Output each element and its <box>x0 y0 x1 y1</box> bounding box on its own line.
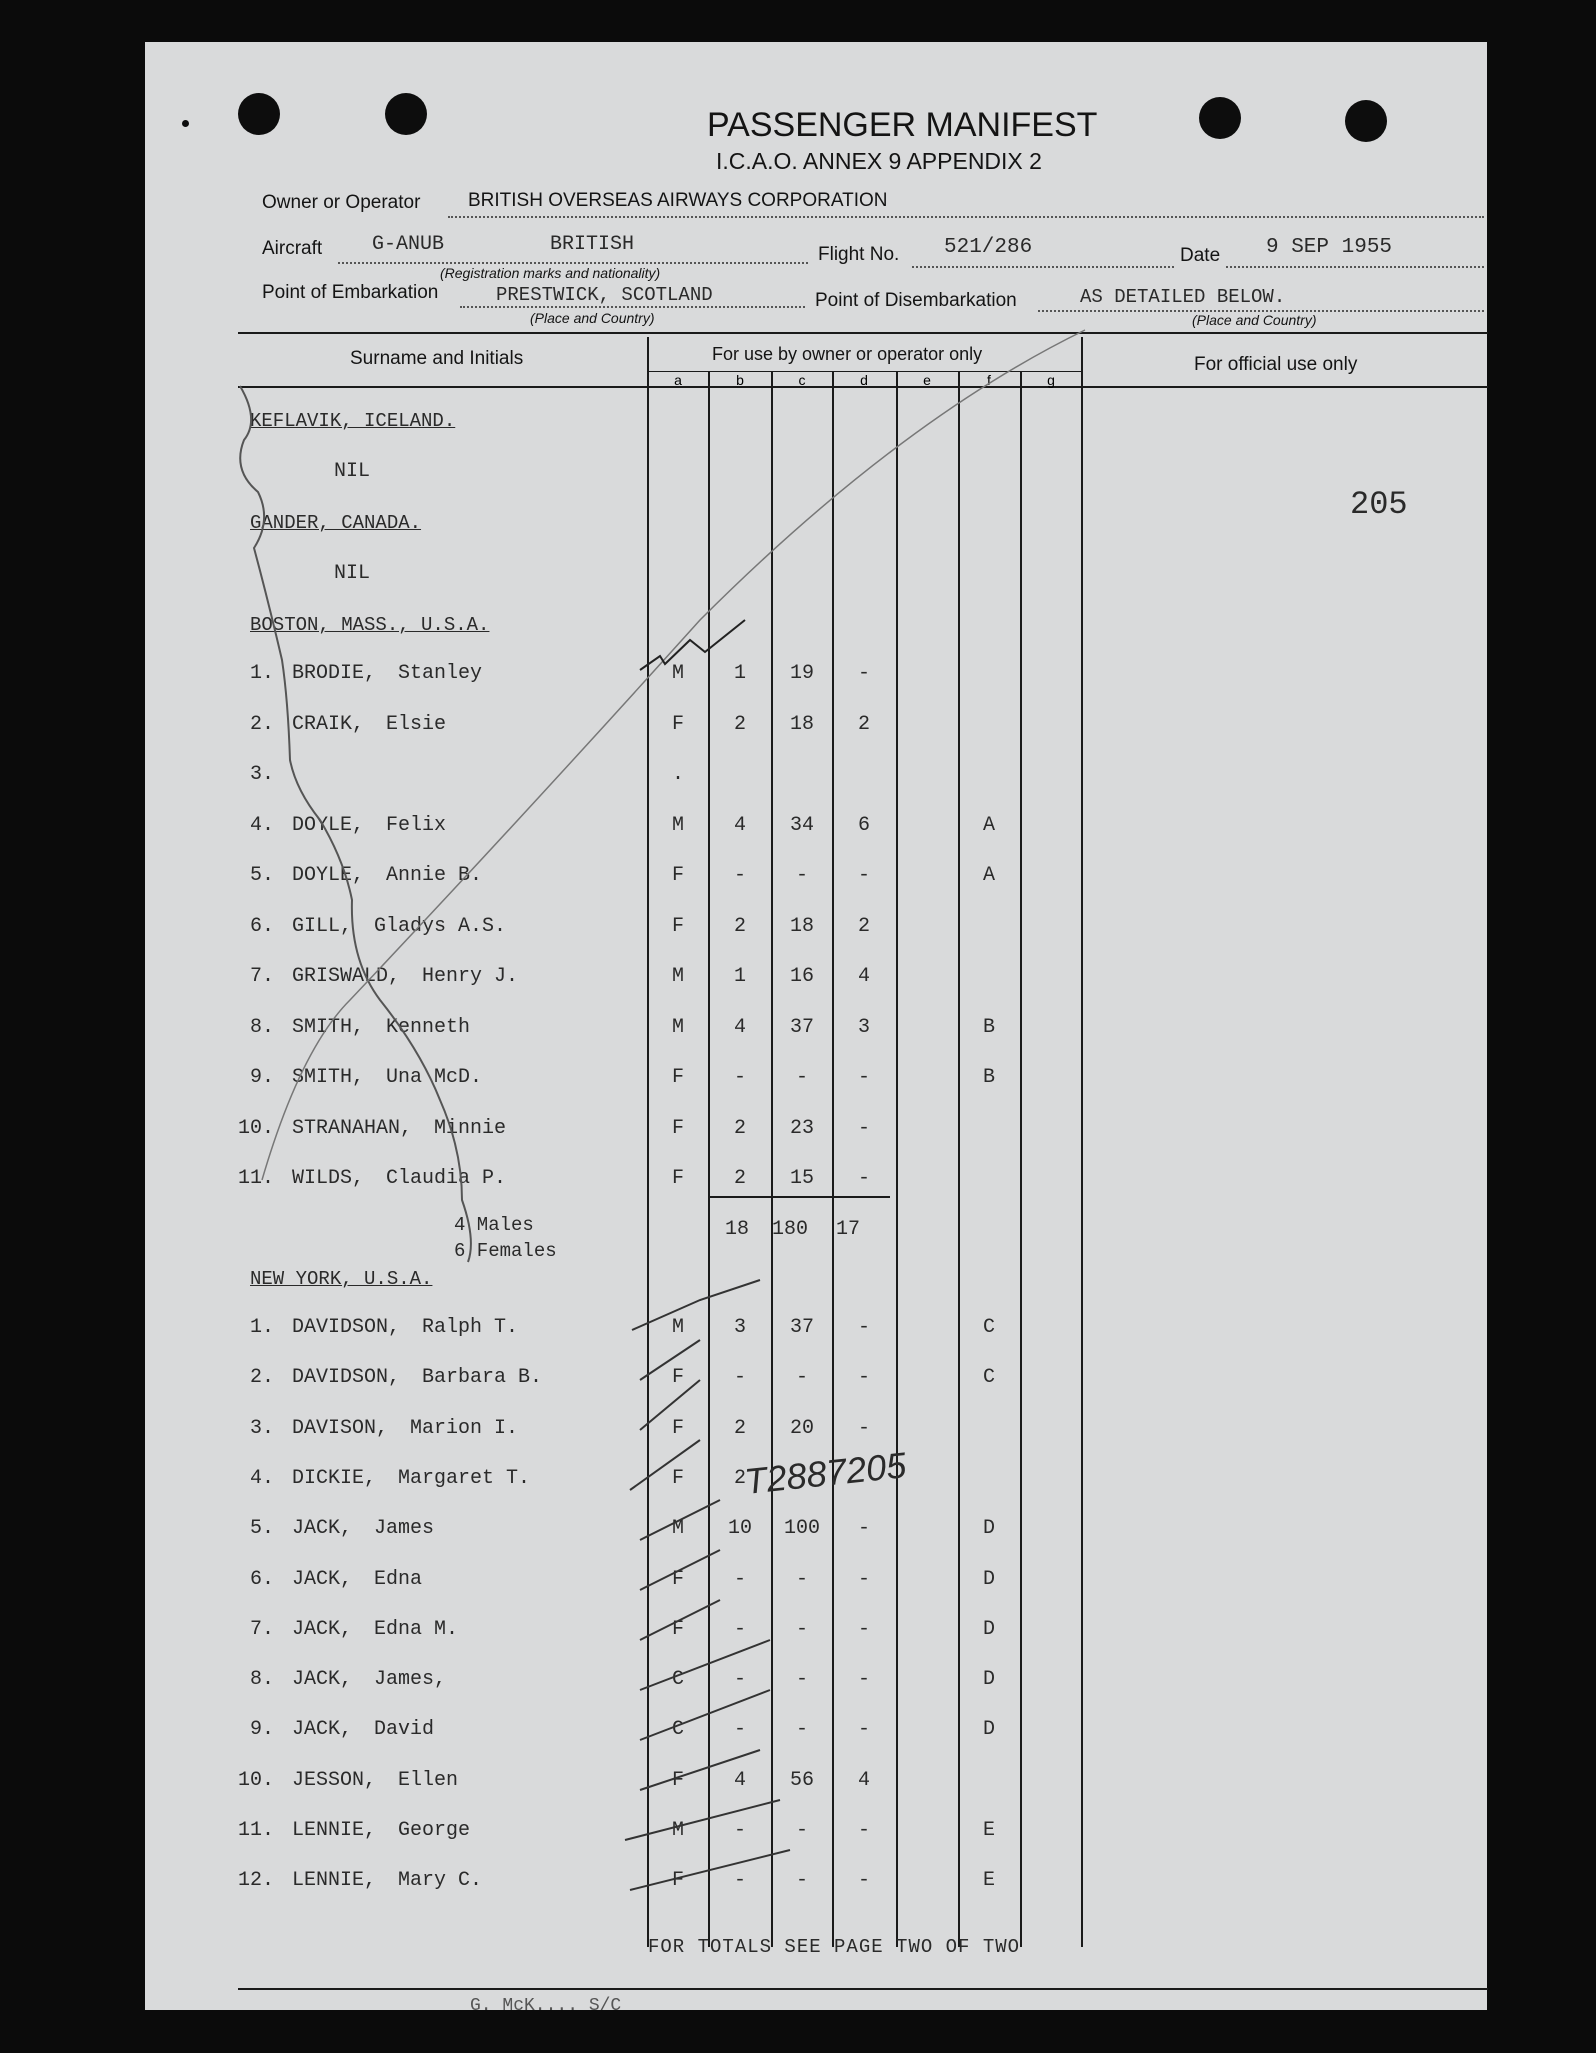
cell-b: 2 <box>733 712 746 736</box>
flight-number: 521/286 <box>944 236 1033 259</box>
cell-b: 1 <box>733 965 746 988</box>
passenger-given-name: Felix <box>386 813 447 837</box>
passenger-surname: LENNIE, <box>292 1819 377 1842</box>
official-use-header: For official use only <box>1194 354 1358 375</box>
cell-d: 3 <box>857 1015 870 1039</box>
cell-a: C <box>671 1668 684 1692</box>
cell-a: F <box>671 1366 684 1390</box>
cell-f: D <box>982 1668 995 1692</box>
column-divider <box>708 372 710 1947</box>
punch-hole <box>385 93 427 135</box>
cell-b: - <box>733 1819 746 1842</box>
passenger-given-name: Mary C. <box>398 1869 483 1893</box>
passenger-given-name: Kenneth <box>386 1015 471 1039</box>
bottom-signature-partial: G. McK.... S/C <box>470 1996 622 2016</box>
cell-b: - <box>733 1066 746 1089</box>
aircraft-dotted-line <box>338 262 808 264</box>
passenger-given-name: Elsie <box>386 712 447 736</box>
passenger-surname: LENNIE, <box>292 1869 377 1893</box>
bottom-rule <box>238 1988 1488 1990</box>
name-column-header: Surname and Initials <box>350 348 524 369</box>
cell-f: B <box>982 1015 995 1039</box>
cell-d: - <box>857 1416 870 1440</box>
cell-b: - <box>733 1869 746 1893</box>
punch-hole <box>238 93 280 135</box>
passenger-surname: BRODIE, <box>292 662 377 685</box>
cell-c: - <box>795 1617 808 1641</box>
passenger-surname: DAVIDSON, <box>292 1316 401 1339</box>
row-number: 8. <box>250 1015 275 1039</box>
passenger-given-name: Barbara B. <box>422 1366 543 1390</box>
row-number: 8. <box>250 1668 275 1692</box>
cell-a: M <box>671 1316 684 1339</box>
cell-a: F <box>671 712 684 736</box>
row-number: 5. <box>250 1517 275 1541</box>
passenger-surname: JESSON, <box>292 1768 377 1792</box>
cell-b: 2 <box>733 1116 746 1140</box>
cell-b: - <box>733 1567 746 1591</box>
cell-d: - <box>857 1517 870 1541</box>
cell-b: 2 <box>733 914 746 938</box>
cell-f: E <box>982 1869 995 1893</box>
column-divider <box>771 372 773 1947</box>
cell-c: - <box>795 1066 808 1089</box>
section-title-boston: BOSTON, MASS., U.S.A. <box>250 614 490 636</box>
subcolumn-d: d <box>860 372 868 388</box>
disembarkation-note: (Place and Country) <box>1192 312 1317 328</box>
passenger-given-name: Marion I. <box>410 1416 519 1440</box>
cell-d: - <box>857 864 870 887</box>
passenger-surname: GRISWALD, <box>292 965 401 988</box>
cell-a: M <box>671 965 684 988</box>
row-number: 6. <box>250 914 275 938</box>
passenger-given-name: Claudia P. <box>386 1167 507 1190</box>
cell-d: 4 <box>857 965 870 988</box>
cell-a: M <box>671 1015 684 1039</box>
cell-b: 2 <box>733 1466 746 1490</box>
section-title-keflavik: KEFLAVIK, ICELAND. <box>250 410 456 432</box>
cell-c: - <box>795 1567 808 1591</box>
cell-d: - <box>857 1316 870 1339</box>
cell-c: - <box>795 1718 808 1742</box>
date-label: Date <box>1180 245 1221 266</box>
cell-b: 2 <box>733 1416 746 1440</box>
subcolumn-a: a <box>674 372 682 388</box>
cell-d: - <box>857 1567 870 1591</box>
cell-f: B <box>982 1066 995 1089</box>
cell-d: 6 <box>857 813 870 837</box>
totals-d: 17 <box>836 1218 861 1241</box>
cell-f: D <box>982 1617 995 1641</box>
punch-hole <box>1199 97 1241 139</box>
cell-a: F <box>671 1466 684 1490</box>
cell-b: 4 <box>733 813 746 837</box>
cell-f: A <box>982 813 995 837</box>
cell-b: - <box>733 1718 746 1742</box>
totals-rule <box>710 1196 890 1198</box>
column-divider <box>958 372 960 1947</box>
cell-d: - <box>857 1116 870 1140</box>
cell-d: - <box>857 662 870 685</box>
section-title-newyork: NEW YORK, U.S.A. <box>250 1268 433 1290</box>
cell-c: 18 <box>789 914 814 938</box>
dust-speck <box>182 120 189 127</box>
cell-f: D <box>982 1718 995 1742</box>
cell-c: 37 <box>789 1015 814 1039</box>
passenger-given-name: Stanley <box>398 662 483 685</box>
passenger-given-name: Minnie <box>434 1116 507 1140</box>
official-number: 205 <box>1350 486 1408 523</box>
owner-dotted-line <box>448 216 1484 218</box>
embarkation-dotted-line <box>460 306 805 308</box>
row-number: 5. <box>250 864 275 887</box>
cell-c: 34 <box>789 813 814 837</box>
column-divider <box>647 337 649 1947</box>
punch-hole <box>1345 100 1387 142</box>
flight-label: Flight No. <box>818 244 900 265</box>
cell-d: - <box>857 1718 870 1742</box>
cell-b: 2 <box>733 1167 746 1190</box>
section-nil-gander: NIL <box>334 562 371 585</box>
cell-d: 4 <box>857 1768 870 1792</box>
subcolumn-g: g <box>1047 372 1055 388</box>
date-dotted-line <box>1226 266 1484 268</box>
passenger-surname: SMITH, <box>292 1066 365 1089</box>
cell-a: F <box>671 1768 684 1792</box>
passenger-surname: CRAIK, <box>292 712 365 736</box>
cell-d: 2 <box>857 712 870 736</box>
aircraft-registration: G-ANUB <box>372 233 445 256</box>
passenger-given-name: Una McD. <box>386 1066 483 1089</box>
passenger-given-name: James <box>374 1517 435 1541</box>
row-number: 4. <box>250 1466 275 1490</box>
embarkation-label: Point of Embarkation <box>262 282 439 303</box>
row-number: 10. <box>238 1116 275 1140</box>
cell-a: C <box>671 1718 684 1742</box>
row-number: 1. <box>250 662 275 685</box>
column-divider <box>832 372 834 1947</box>
row-number: 9. <box>250 1718 275 1742</box>
cell-b: - <box>733 1617 746 1641</box>
passenger-surname: DICKIE, <box>292 1466 377 1490</box>
cell-b: - <box>733 1366 746 1390</box>
cell-b: 10 <box>727 1517 752 1541</box>
subcolumn-e: e <box>923 372 931 388</box>
aircraft-label: Aircraft <box>262 238 323 259</box>
row-number: 11. <box>238 1819 275 1842</box>
cell-a: F <box>671 914 684 938</box>
passenger-surname: DAVISON, <box>292 1416 389 1440</box>
cell-f: A <box>982 864 995 887</box>
passenger-surname: SMITH, <box>292 1015 365 1039</box>
row-number: 9. <box>250 1066 275 1089</box>
row-number: 10. <box>238 1768 275 1792</box>
cell-a: F <box>671 1617 684 1641</box>
passenger-given-name: Edna <box>374 1567 423 1591</box>
embarkation-value: PRESTWICK, SCOTLAND <box>496 284 713 306</box>
cell-d: 2 <box>857 914 870 938</box>
passenger-given-name: George <box>398 1819 471 1842</box>
cell-f: D <box>982 1567 995 1591</box>
passenger-surname: DAVIDSON, <box>292 1366 401 1390</box>
cell-f: D <box>982 1517 995 1541</box>
passenger-surname: JACK, <box>292 1668 353 1692</box>
cell-a: M <box>671 813 684 837</box>
column-divider <box>1020 372 1022 1947</box>
cell-c: - <box>795 864 808 887</box>
totals-c: 180 <box>772 1218 809 1241</box>
cell-b: 3 <box>733 1316 746 1339</box>
passenger-given-name: Ellen <box>398 1768 459 1792</box>
cell-f: C <box>982 1316 995 1339</box>
cell-d: - <box>857 1819 870 1842</box>
row-number: 3. <box>250 763 275 786</box>
row-number: 4. <box>250 813 275 837</box>
passenger-surname: STRANAHAN, <box>292 1116 413 1140</box>
cell-c: - <box>795 1819 808 1842</box>
cell-d: - <box>857 1167 870 1190</box>
cell-f: E <box>982 1819 995 1842</box>
row-number: 7. <box>250 965 275 988</box>
passenger-surname: JACK, <box>292 1617 353 1641</box>
owner-use-header: For use by owner or operator only <box>712 344 983 364</box>
subcolumn-c: c <box>798 372 806 388</box>
totals-males: 4 Males <box>454 1214 534 1236</box>
registration-note: (Registration marks and nationality) <box>440 265 661 281</box>
passenger-given-name: Gladys A.S. <box>374 914 507 938</box>
row-number: 3. <box>250 1416 275 1440</box>
disembarkation-label: Point of Disembarkation <box>815 290 1017 311</box>
row-number: 11. <box>238 1167 275 1190</box>
aircraft-nationality: BRITISH <box>550 233 635 256</box>
cell-a: F <box>671 1567 684 1591</box>
cell-d: - <box>857 1366 870 1390</box>
cell-a: M <box>671 1819 684 1842</box>
cell-d: - <box>857 1668 870 1692</box>
cell-c: - <box>795 1668 808 1692</box>
row-number: 2. <box>250 1366 275 1390</box>
flight-dotted-line <box>912 266 1174 268</box>
cell-a: F <box>671 1066 684 1089</box>
cell-f: C <box>982 1366 995 1390</box>
cell-b: 4 <box>733 1015 746 1039</box>
passenger-surname: WILDS, <box>292 1167 365 1190</box>
cell-b: - <box>733 864 746 887</box>
column-divider <box>896 372 898 1947</box>
page-title: PASSENGER MANIFEST <box>707 106 1098 144</box>
cell-a: F <box>671 864 684 887</box>
cell-b: - <box>733 1668 746 1692</box>
disembarkation-value: AS DETAILED BELOW. <box>1080 286 1286 308</box>
passenger-surname: JACK, <box>292 1718 353 1742</box>
owner-value: BRITISH OVERSEAS AIRWAYS CORPORATION <box>468 190 888 211</box>
cell-d: - <box>857 1617 870 1641</box>
passenger-surname: GILL, <box>292 914 353 938</box>
section-nil-keflavik: NIL <box>334 460 371 483</box>
cell-c: 19 <box>789 662 814 685</box>
passenger-given-name: Margaret T. <box>398 1466 531 1490</box>
cell-a: M <box>671 1517 684 1541</box>
footer-totals-note: FOR TOTALS SEE PAGE TWO OF TWO <box>648 1936 1021 1958</box>
table-top-rule <box>238 332 1488 334</box>
row-number: 6. <box>250 1567 275 1591</box>
passenger-given-name: Ralph T. <box>422 1316 519 1339</box>
passenger-given-name: Annie B. <box>386 864 483 887</box>
passenger-given-name: David <box>374 1718 435 1742</box>
cell-a: F <box>671 1416 684 1440</box>
cell-c: - <box>795 1366 808 1390</box>
cell-a: M <box>671 662 684 685</box>
cell-c: 23 <box>789 1116 814 1140</box>
cell-a: F <box>671 1869 684 1893</box>
totals-females: 6 Females <box>454 1240 557 1262</box>
passenger-given-name: Edna M. <box>374 1617 459 1641</box>
handwritten-ticket-number: T2887205 <box>742 1444 909 1502</box>
cell-c: 16 <box>789 965 814 988</box>
row-number: 2. <box>250 712 275 736</box>
subcolumn-b: b <box>736 372 744 388</box>
page-subtitle: I.C.A.O. ANNEX 9 APPENDIX 2 <box>716 148 1042 174</box>
cell-c: 100 <box>783 1517 820 1541</box>
passenger-surname: JACK, <box>292 1567 353 1591</box>
cell-c: 37 <box>789 1316 814 1339</box>
passenger-surname: DOYLE, <box>292 813 365 837</box>
flight-date: 9 SEP 1955 <box>1266 236 1393 259</box>
subcolumn-f: f <box>987 372 991 388</box>
owner-label: Owner or Operator <box>262 192 421 213</box>
cell-c: - <box>795 1869 808 1893</box>
row-number: 1. <box>250 1316 275 1339</box>
cell-d: - <box>857 1869 870 1893</box>
row-number: 12. <box>238 1869 275 1893</box>
passenger-given-name: James, <box>374 1668 447 1692</box>
totals-b: 18 <box>725 1218 750 1241</box>
cell-d: - <box>857 1066 870 1089</box>
passenger-surname: DOYLE, <box>292 864 365 887</box>
cell-a: F <box>671 1116 684 1140</box>
cell-b: 1 <box>733 662 746 685</box>
cell-a: F <box>671 1167 684 1190</box>
section-title-gander: GANDER, CANADA. <box>250 512 422 534</box>
cell-a: . <box>671 763 684 786</box>
column-divider <box>1081 337 1083 1947</box>
row-number: 7. <box>250 1617 275 1641</box>
embarkation-note: (Place and Country) <box>530 310 655 326</box>
cell-c: 20 <box>789 1416 814 1440</box>
cell-c: 15 <box>789 1167 814 1190</box>
cell-c: 56 <box>789 1768 814 1792</box>
cell-b: 4 <box>733 1768 746 1792</box>
passenger-surname: JACK, <box>292 1517 353 1541</box>
cell-c: 18 <box>789 712 814 736</box>
passenger-given-name: Henry J. <box>422 965 519 988</box>
